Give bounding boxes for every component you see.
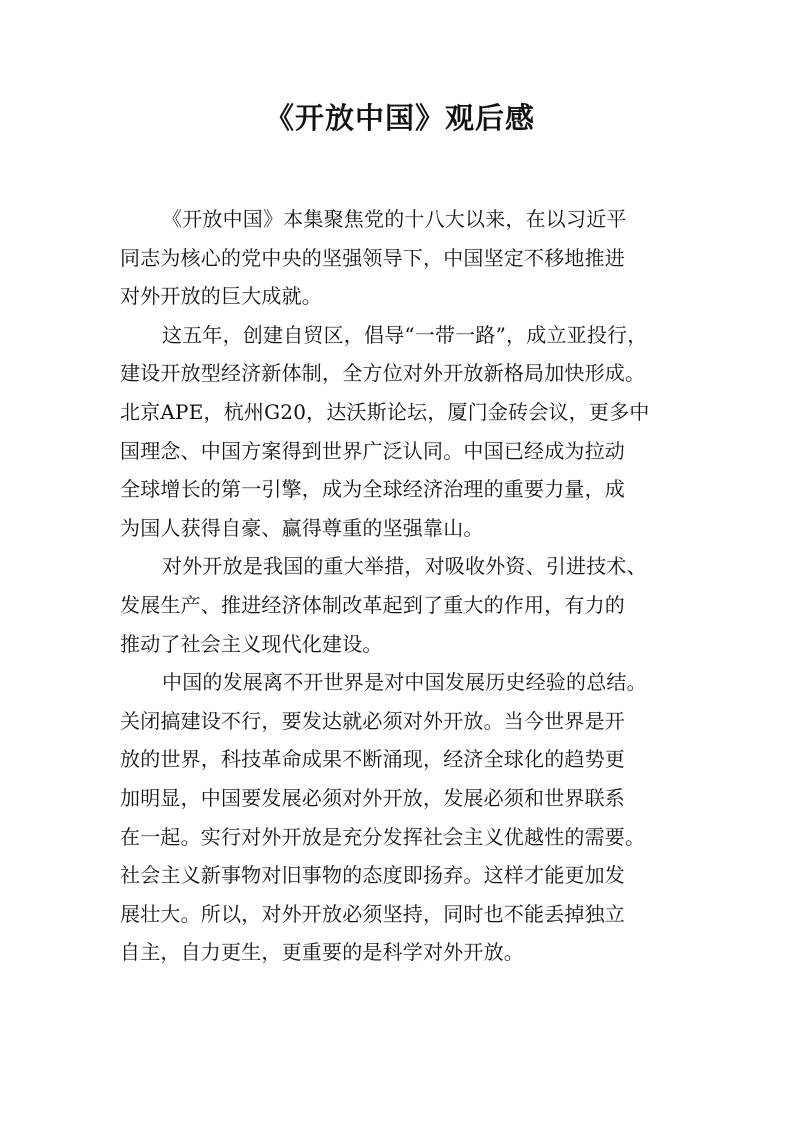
paragraph-line: 发展生产、推进经济体制改革起到了重大的作用，有力的 [120, 592, 625, 617]
paragraph-line: 在一起。实行对外开放是充分发挥社会主义优越性的需要。 [120, 824, 646, 849]
paragraph-1 [120, 200, 690, 316]
paragraph-line: 这五年，创建自贸区，倡导“一带一路”，成立亚投行， [162, 322, 648, 347]
document-title: 《开放中国》观后感 [264, 101, 535, 135]
paragraph-line: 展壮大。所以，对外开放必须坚持，同时也不能丢掉独立 [120, 901, 625, 926]
paragraph-4 [120, 663, 690, 972]
paragraph-line: 全球增长的第一引擎，成为全球经济治理的重要力量，成 [120, 477, 625, 502]
paragraph-line: 建设开放型经济新体制，全方位对外开放新格局加快形成。 [120, 361, 646, 386]
paragraph-2 [120, 316, 690, 548]
paragraph-line: 加明显，中国要发展必须对外开放，发展必须和世界联系 [120, 785, 625, 810]
paragraph-line: 自主，自力更生，更重要的是科学对外开放。 [120, 940, 524, 965]
paragraph-3 [120, 547, 690, 663]
paragraph-line: 关闭搞建设不行，要发达就必须对外开放。当今世界是开 [120, 708, 625, 733]
paragraph-line: 推动了社会主义现代化建设。 [120, 631, 383, 656]
paragraph-line: 对外开放是我国的重大举措，对吸收外资、引进技术、 [162, 554, 647, 579]
paragraph-line: 为国人获得自豪、赢得尊重的坚强靠山。 [120, 515, 484, 540]
paragraph-line: 同志为核心的党中央的坚强领导下，中国坚定不移地推进 [120, 245, 625, 270]
paragraph-line: 《开放中国》本集聚焦党的十八大以来，在以习近平 [162, 207, 627, 231]
paragraph-line: 中国的发展离不开世界是对中国发展历史经验的总结。 [162, 670, 647, 695]
document-body [120, 200, 690, 972]
paragraph-line: 国理念、中国方案得到世界广泛认同。中国已经成为拉动 [120, 438, 625, 463]
paragraph-line: 对外开放的巨大成就。 [120, 284, 322, 309]
paragraph-line: 放的世界，科技革命成果不断涌现，经济全球化的趋势更 [120, 747, 625, 772]
paragraph-line: 社会主义新事物对旧事物的态度即扬弃。这样才能更加发 [120, 863, 625, 888]
paragraph-line: 北京APE，杭州G20，达沃斯论坛，厦门金砖会议，更多中 [120, 399, 650, 424]
